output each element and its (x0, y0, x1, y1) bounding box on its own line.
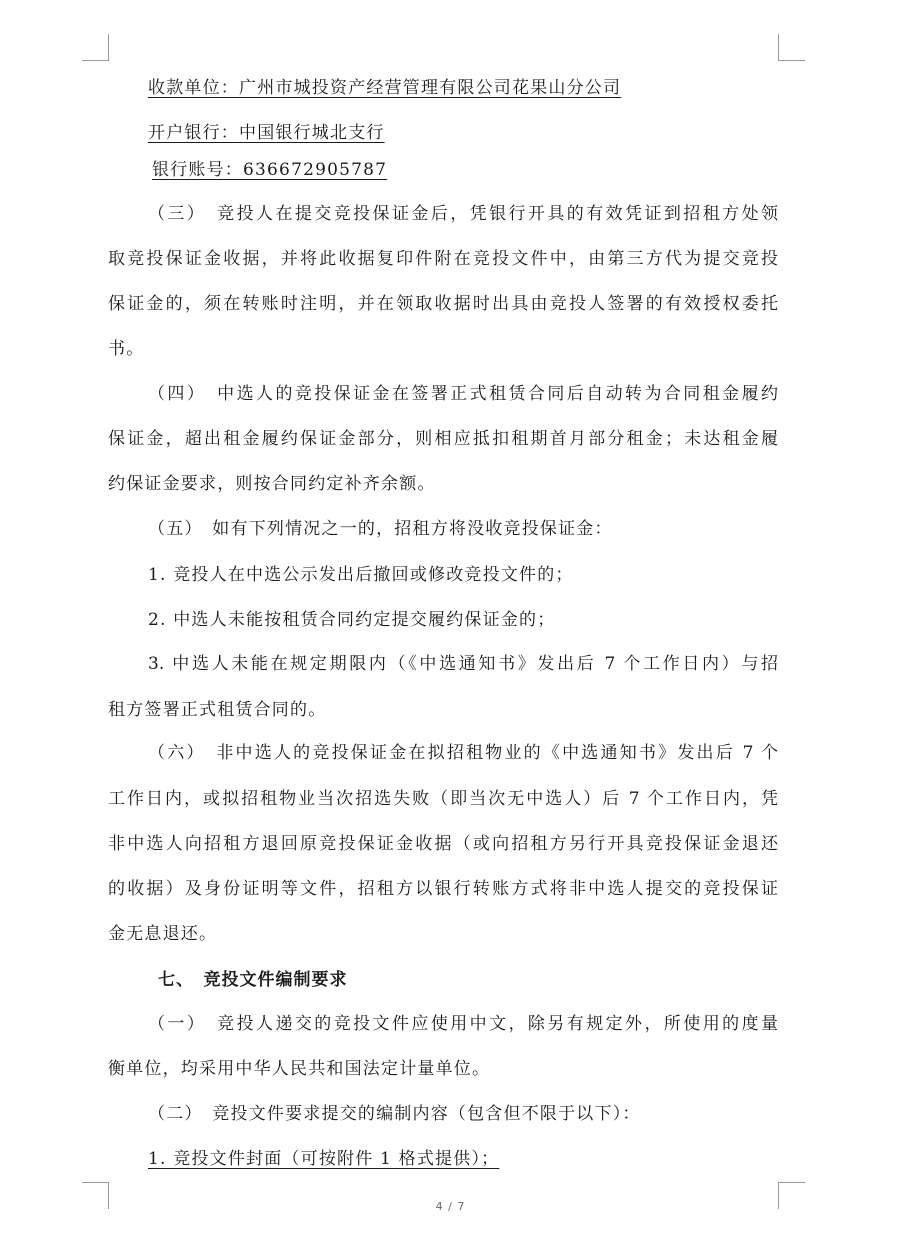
paragraph-line: 衡单位，均采用中华人民共和国法定计量单位。 (108, 1059, 491, 1079)
list-item: 2. 中选人未能按租赁合同约定提交履约保证金的； (148, 610, 556, 630)
page-number: 4 / 7 (435, 1200, 466, 1213)
account-line: 银行账号：636672905787 (152, 160, 388, 180)
paragraph-line: 取竞投保证金收据，并将此收据复印件附在竞投文件中，由第三方代为提交竞投 (108, 249, 778, 269)
paragraph-line: （五） 如有下列情况之一的，招租方将没收竞投保证金： (148, 519, 613, 539)
payee-line: 收款单位：广州市城投资产经营管理有限公司花果山分公司 (148, 78, 622, 98)
paragraph-line: 保证金的，须在转账时注明，并在领取收据时出具由竞投人签署的有效授权委托 (108, 294, 778, 314)
paragraph-line: 非中选人向招租方退回原竞投保证金收据（或向招租方另行开具竞投保证金退还 (108, 834, 778, 854)
paragraph-line: 保证金，超出租金履约保证金部分，则相应抵扣租期首月部分租金；未达租金履 (108, 429, 778, 449)
paragraph-line: 约保证金要求，则按合同约定补齐余额。 (108, 474, 436, 494)
section-heading: 七、 竞投文件编制要求 (158, 970, 348, 990)
list-item: 1. 竞投文件封面（可按附件 1 格式提供）； (148, 1149, 500, 1169)
list-item: 1. 竞投人在中选公示发出后撤回或修改竞投文件的； (148, 565, 574, 585)
paragraph-line: （一） 竞投人递交的竞投文件应使用中文，除另有规定外，所使用的度量 (148, 1014, 778, 1034)
paragraph-line: 工作日内，或拟招租物业当次招选失败（即当次无中选人）后 7 个工作日内，凭 (108, 789, 778, 809)
page-corner-mark (82, 34, 109, 61)
paragraph-line: （四） 中选人的竞投保证金在签署正式租赁合同后自动转为合同租金履约 (148, 384, 778, 404)
paragraph-line: 租方签署正式租赁合同的。 (108, 700, 327, 720)
paragraph-line: 金无息退还。 (108, 924, 218, 944)
paragraph-line: （六） 非中选人的竞投保证金在拟招租物业的《中选通知书》发出后 7 个 (148, 743, 778, 763)
list-item: 3. 中选人未能在规定期限内（《中选通知书》发出后 7 个工作日内）与招 (148, 654, 778, 674)
paragraph-line: （三） 竞投人在提交竞投保证金后，凭银行开具的有效凭证到招租方处领 (148, 204, 778, 224)
paragraph-line: 的收据）及身份证明等文件，招租方以银行转账方式将非中选人提交的竞投保证 (108, 879, 778, 899)
paragraph-line: 书。 (108, 339, 145, 359)
paragraph-line: （二） 竞投文件要求提交的编制内容（包含但不限于以下）： (148, 1104, 641, 1124)
page-corner-mark (778, 34, 805, 61)
bank-line: 开户银行：中国银行城北支行 (148, 123, 385, 143)
